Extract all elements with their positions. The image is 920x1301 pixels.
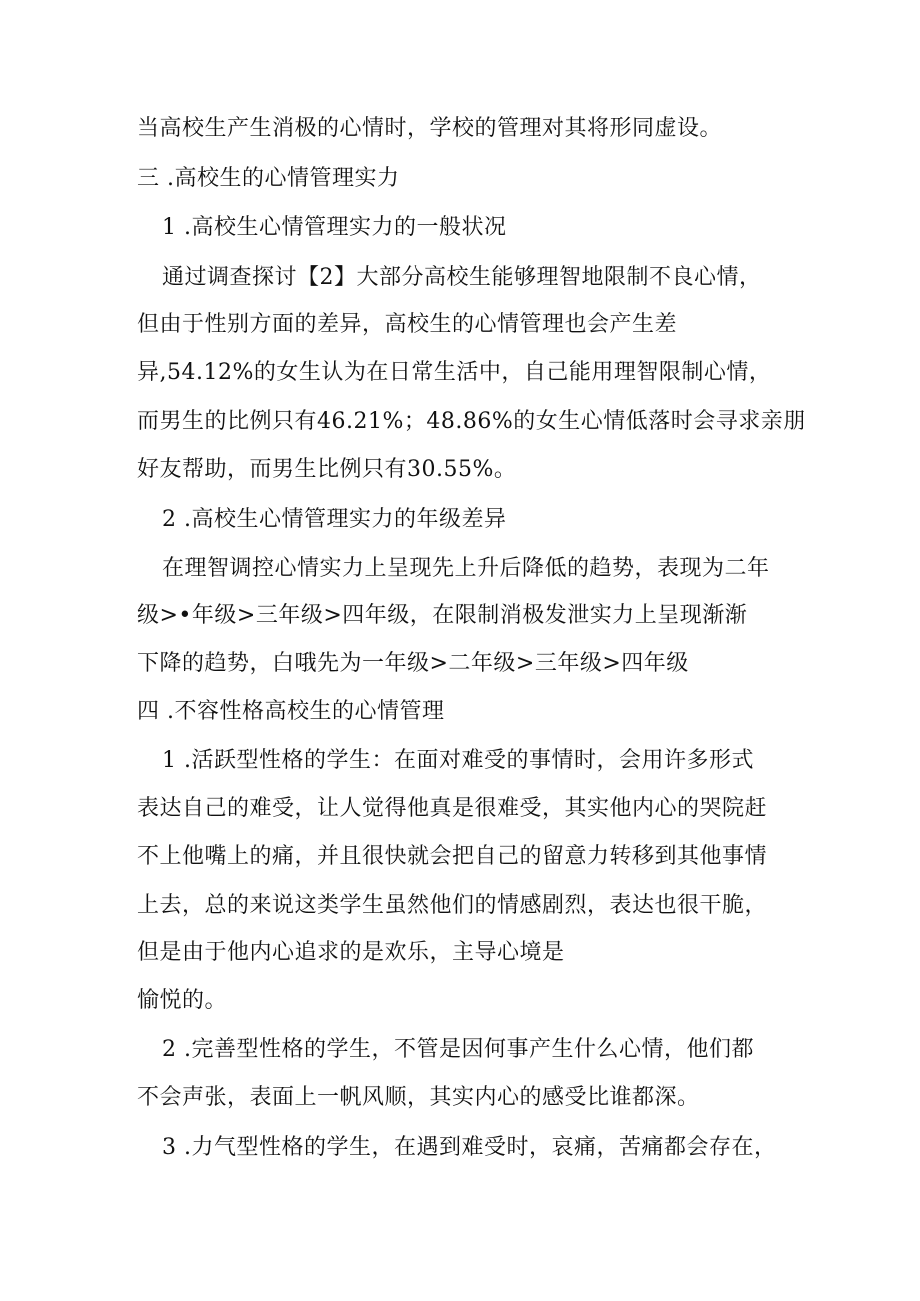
text-line-6: 异,54.12%的女生认为在日常生活中，自己能用理智限制心情，: [137, 360, 772, 385]
text-line-15: 表达自己的难受，让人觉得他真是很难受，其实他内心的哭院赶: [137, 796, 768, 821]
text-line-8: 好友帮助，而男生比例只有30.55%。: [137, 457, 517, 482]
text-line-4: 通过调查探讨【2】大部分高校生能够理智地限制不良心情，: [162, 265, 762, 290]
text-line-16: 不上他嘴上的痛，并且很快就会把自己的留意力转移到其他事情: [137, 844, 768, 869]
section-heading-4: 四 .不容性格高校生的心情管理: [137, 699, 445, 724]
text-line-19: 愉悦的。: [137, 988, 228, 1013]
subheading-4-1: 1 .活跃型性格的学生：在面对难受的事情时，会用许多形式: [162, 748, 754, 773]
subheading-4-3: 3 .力气型性格的学生，在遇到难受时，哀痛，苦痛都会存在，: [162, 1135, 777, 1160]
subheading-3-1: 1 .高校生心情管理实力的一般状况: [162, 215, 507, 240]
text-line-18: 但是由于他内心追求的是欢乐，主导心境是: [137, 940, 565, 965]
subheading-3-2: 2 .高校生心情管理实力的年级差异: [162, 507, 507, 532]
text-line-10: 在理智调控心情实力上呈现先上升后降低的趋势，表现为二年: [162, 556, 770, 581]
text-line-5: 但由于性别方面的差异，高校生的心情管理也会产生差: [137, 312, 678, 337]
subheading-4-2: 2 .完善型性格的学生，不管是因何事产生什么心情，他们都: [162, 1037, 754, 1062]
text-line-21: 不会声张，表面上一帆风顺，其实内心的感受比谁都深。: [137, 1085, 700, 1110]
section-heading-3: 三 .高校生的心情管理实力: [137, 166, 400, 191]
text-line-11: 级>•年级>三年级>四年级，在限制消极发泄实力上呈现渐渐: [137, 603, 748, 628]
text-line-7: 而男生的比例只有46.21%；48.86%的女生心情低落时会寻求亲朋: [137, 409, 806, 434]
text-line-1: 当高校生产生消极的心情时，学校的管理对其将形同虚设。: [137, 116, 723, 141]
text-line-12: 下降的趋势，白哦先为一年级>二年级>三年级>四年级: [137, 651, 689, 676]
text-line-17: 上去，总的来说这类学生虽然他们的情感剧烈，表达也很干脆，: [137, 893, 768, 918]
